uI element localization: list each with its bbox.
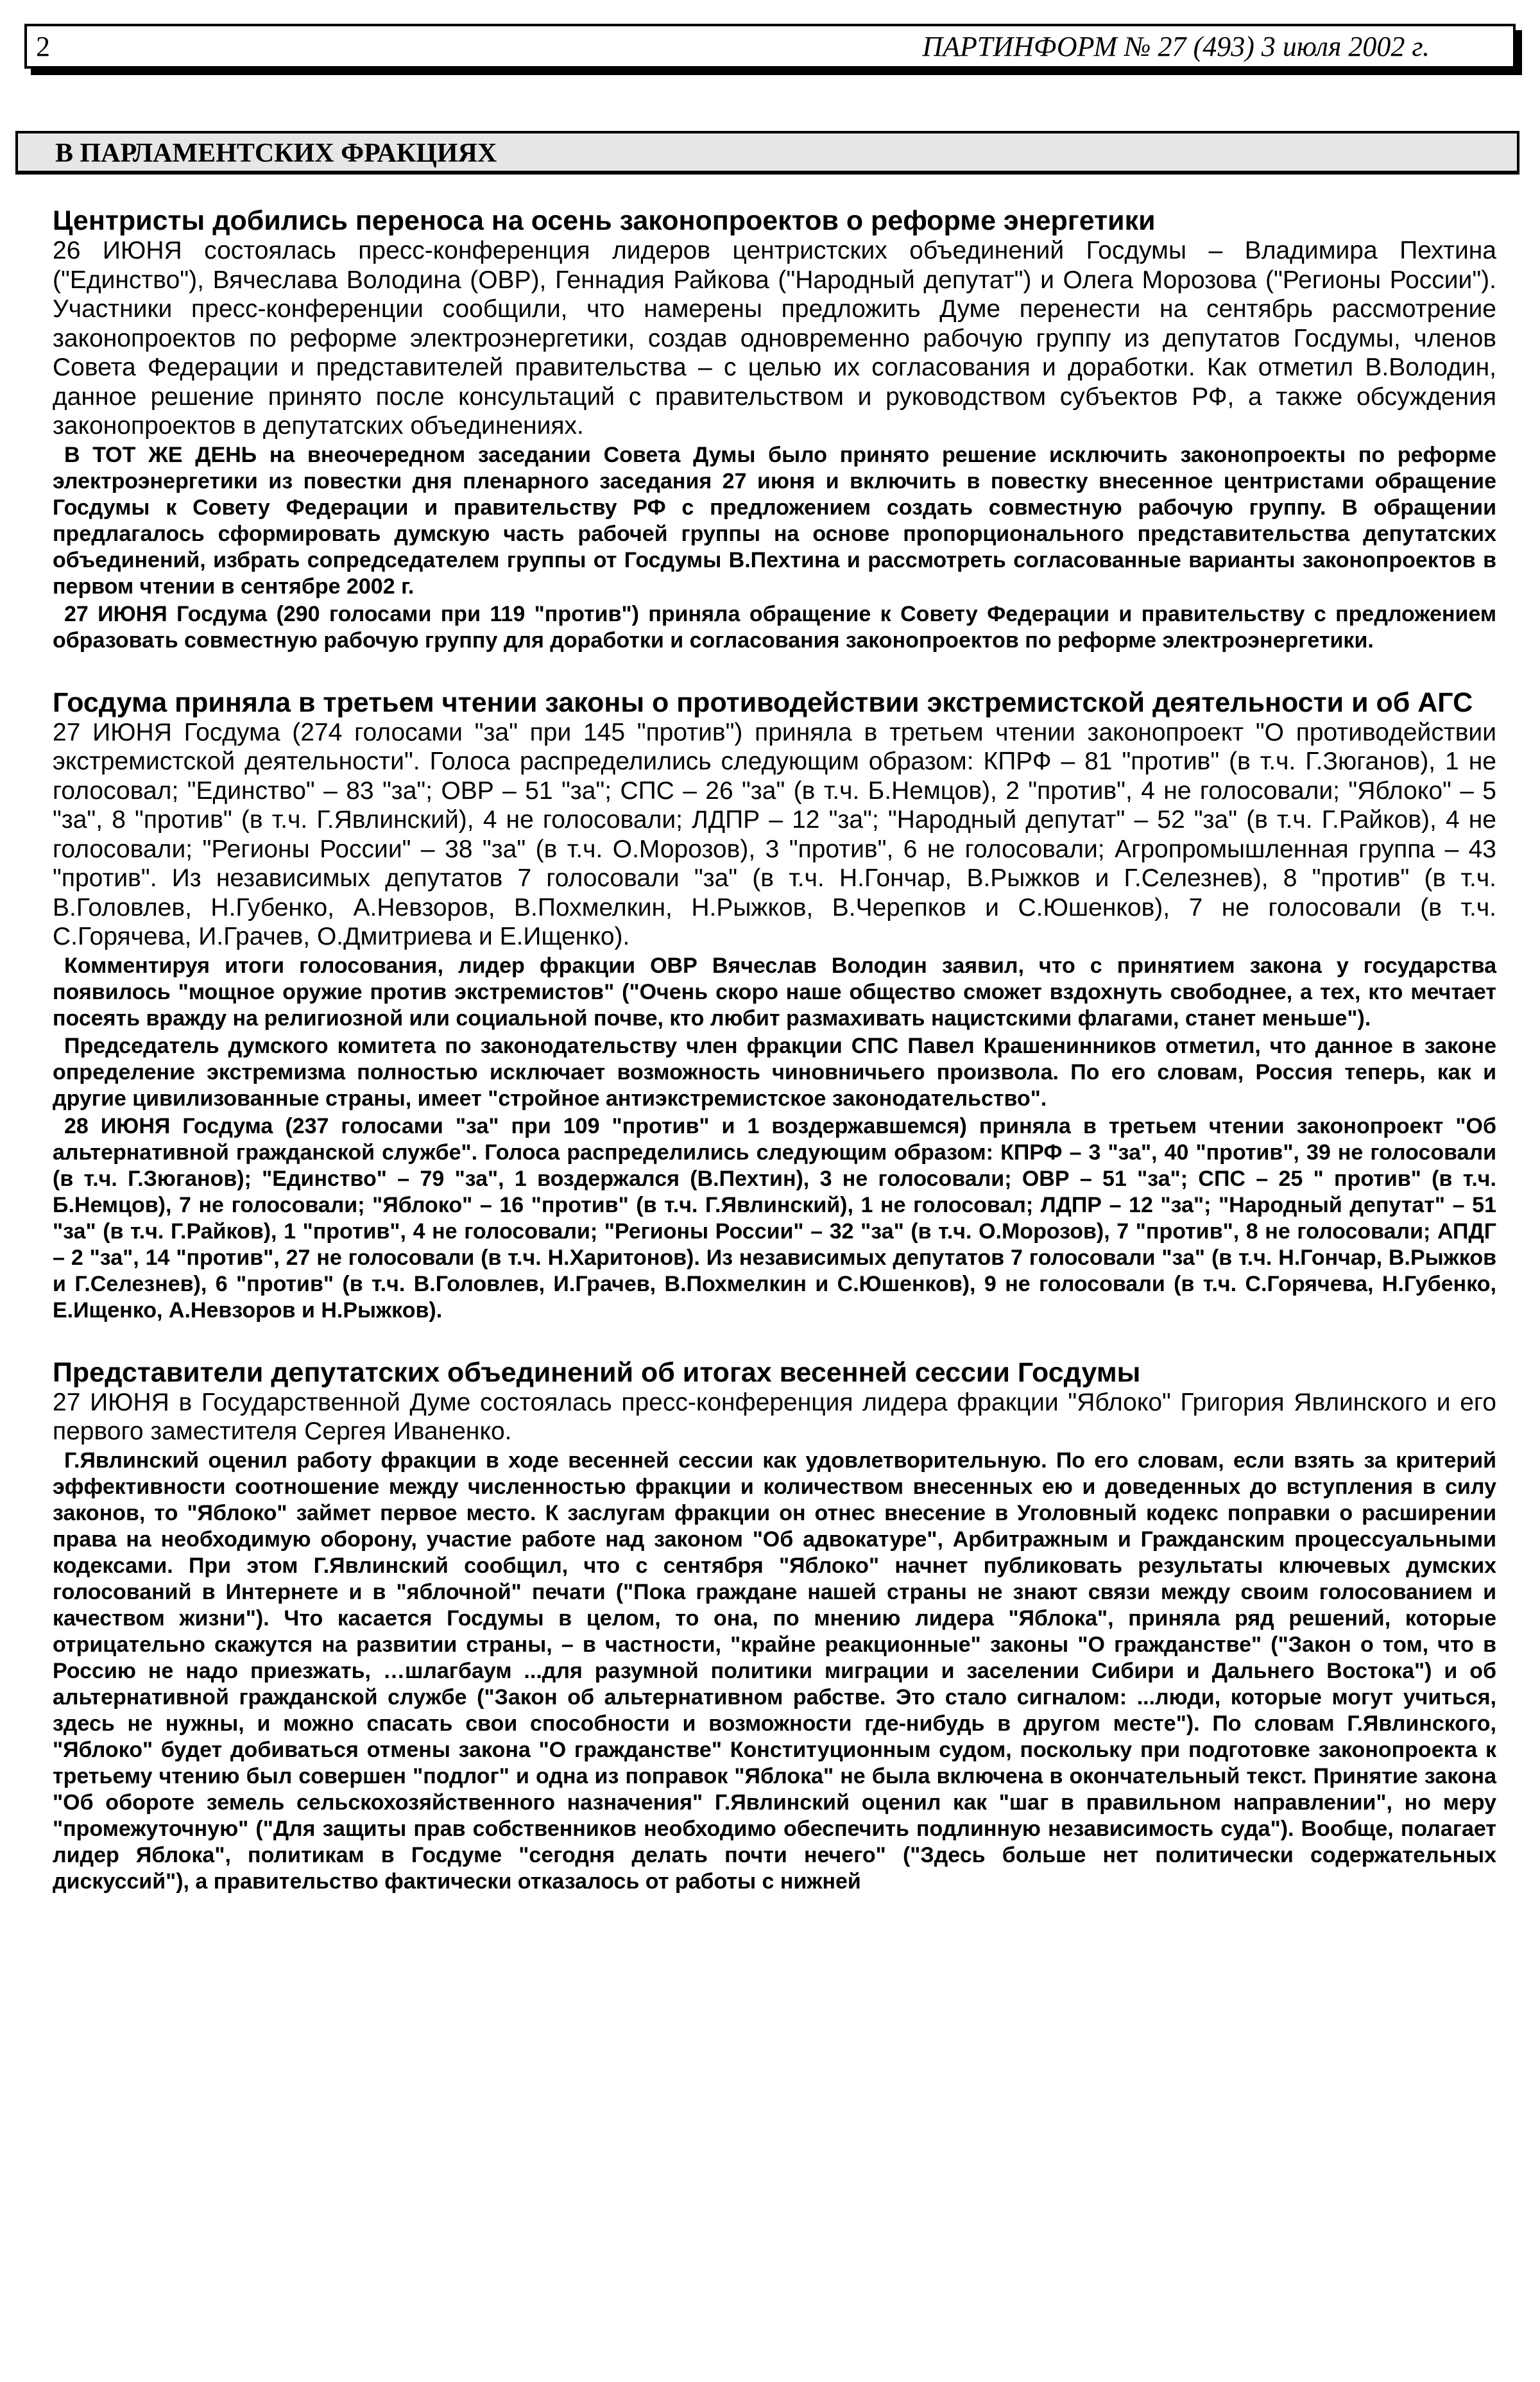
article-paragraph: 27 ИЮНЯ Госдума (290 голосами при 119 "против") приняла обращение к Совету Федерации и правительству с предложением образовать совместную рабочую группу для доработки и согласования законопроектов по реформе электроэнергетики. bbox=[53, 601, 1496, 653]
article-paragraph: 27 ИЮНЯ Госдума (274 голосами "за" при 145 "против") приняла в третьем чтении законопроект "О противодействии экстремистской деятельности". Голоса распределились следующим образом: КПРФ – 81 "против" (в т.ч. Г.Зюганов), 1 не голосовал; "Единство" – 83 "за"; ОВР – 51 "за"; СПС – 26 "за" (в т.ч. Б.Немцов), 2 "против", 4 не голосовали; "Яблоко" – 5 "за", 8 "против" (в т.ч. Г.Явлинский), 4 не голосовали; ЛДПР – 12 "за"; "Народный депутат" – 52 "за" (в т.ч. Г.Райков), 4 не голосовали; "Регионы России" – 38 "за" (в т.ч. О.Морозов), 3 "против", 6 не голосовали; Агропромышленная группа – 43 "против". Из независимых депутатов 7 голосовали "за" (в т.ч. Н.Гончар, В.Рыжков и Г.Селезнев), 8 "против" (в т.ч. В.Головлев, Н.Губенко, А.Невзоров, В.Похмелкин, Н.Рыжков, В.Черепков и С.Юшенков), 7 не голосовали (в т.ч. С.Горячева, И.Грачев, О.Дмитриева и Е.Ищенко). bbox=[53, 718, 1496, 950]
article-paragraph: В ТОТ ЖЕ ДЕНЬ на внеочередном заседании Совета Думы было принято решение исключить законопроекты по реформе электроэнергетики из повестки дня пленарного заседания 27 июня и включить в повестку внесенное центристами обращение Госдумы к Совету Федерации и правительству РФ с предложением создать совместную рабочую группу. В обращении предлагалось сформировать думскую часть рабочей группы на основе пропорционального представительства депутатских объединений, избрать сопредседателем группы от Госдумы В.Пехтина и рассмотреть согласованные варианты законопроектов в первом чтении в сентябре 2002 г. bbox=[53, 442, 1496, 599]
article-list bbox=[53, 205, 1496, 1928]
article-paragraph: 27 ИЮНЯ в Государственной Думе состоялась пресс-конференция лидера фракции "Яблоко" Григория Явлинского и его первого заместителя Сергея Иваненко. bbox=[53, 1388, 1496, 1445]
article-title: Центристы добились переноса на осень законопроектов о реформе энергетики bbox=[53, 205, 1156, 236]
article bbox=[53, 687, 1496, 1324]
article-paragraph: Г.Явлинский оценил работу фракции в ходе весенней сессии как удовлетворительную. По его словам, если взять за критерий эффективности соотношение между численностью фракции и количеством внесенных ею и доведенных до вступления в силу законов, то "Яблоко" займет первое место. К заслугам фракции он отнес внесение в Уголовный кодекс поправки о расширении права на необходимую оборону, участие работе над законом "Об адвокатуре", Арбитражным и Гражданским процессуальными кодексами. При этом Г.Явлинский сообщил, что с сентября "Яблоко" начнет публиковать результаты ключевых думских голосований в Интернете и в "яблочной" печати ("Пока граждане нашей страны не знают связи между своим голосованием и качеством жизни"). Что касается Госдумы в целом, то она, по мнению лидера "Яблока", приняла ряд решений, которые отрицательно скажутся на развитии страны, – в частности, "крайне реакционные" законы "О гражданстве" ("Закон о том, что в Россию не надо приезжать, …шлагбаум ...для разумной политики миграции и заселении Сибири и Дальнего Востока") и об альтернативной гражданской службе ("Закон об альтернативном рабстве. Это стало сигналом: ...люди, которые могут учиться, здесь не нужны, и можно спасать свои способности и возможности где-нибудь в другом месте"). По словам Г.Явлинского, "Яблоко" будет добиваться отмены закона "О гражданстве" Конституционным судом, поскольку при подготовке законопроекта к третьему чтению был совершен "подлог" и одна из поправок "Яблока" не была включена в окончательный текст. Принятие закона "Об обороте земель сельскохозяйственного назначения" Г.Явлинский оценил как "шаг в правильном направлении", но меру "промежуточную" ("Для защиты прав собственников необходимо обеспечить подлинную независимость суда"). Вообще, полагает лидер Яблока", политикам в Госдуме "сегодня делать почти нечего" ("Здесь больше нет политически содержательных дискуссий"), а правительство фактически отказалось от работы с нижней bbox=[53, 1448, 1496, 1894]
page-header bbox=[24, 24, 1516, 69]
article-title: Представители депутатских объединений об итогах весенней сессии Госдумы bbox=[53, 1357, 1141, 1388]
article-paragraph: Председатель думского комитета по законодательству член фракции СПС Павел Крашенинников отметил, что данное в законе определение экстремизма полностью исключает возможность чиновничьего произвола. По его словам, Россия теперь, как и другие цивилизованные страны, имеет "стройное антиэкстремистское законодательство". bbox=[53, 1033, 1496, 1111]
article bbox=[53, 205, 1496, 654]
section-header bbox=[15, 131, 1519, 175]
section-title: В ПАРЛАМЕНТСКИХ ФРАКЦИЯХ bbox=[55, 139, 497, 168]
page-number: 2 bbox=[36, 31, 50, 62]
publication-title: ПАРТИНФОРМ № 27 (493) 3 июля 2002 г. bbox=[922, 31, 1430, 62]
article-paragraph: 28 ИЮНЯ Госдума (237 голосами "за" при 109 "против" и 1 воздержавшемся) приняла в третьем чтении законопроект "Об альтернативной гражданской службе". Голоса распределились следующим образом: КПРФ – 3 "за", 40 "против", 39 не голосовали (в т.ч. Г.Зюганов); "Единство" – 79 "за", 1 воздержался (В.Пехтин), 3 не голосовали; ОВР – 51 "за"; СПС – 25 " против" (в т.ч. Б.Немцов), 7 не голосовали; "Яблоко" – 16 "против" (в т.ч. Г.Явлинский), 1 не голосовал; ЛДПР – 12 "за"; "Народный депутат" – 51 "за" (в т.ч. Г.Райков), 1 "против", 4 не голосовали; "Регионы России" – 32 "за" (в т.ч. О.Морозов), 7 "против", 8 не голосовали; АПДГ – 2 "за", 14 "против", 27 не голосовали (в т.ч. Н.Харитонов). Из независимых депутатов 7 голосовали "за" (в т.ч. Н.Гончар, В.Рыжков и Г.Селезнев), 6 "против" (в т.ч. В.Головлев, И.Грачев, В.Похмелкин и С.Юшенков), 9 не голосовали (в т.ч. С.Горячева, Н.Губенко, Е.Ищенко, А.Невзоров и Н.Рыжков). bbox=[53, 1113, 1496, 1323]
article-paragraph: 26 ИЮНЯ состоялась пресс-конференция лидеров центристских объединений Госдумы – Владимира Пехтина ("Единство"), Вячеслава Володина (ОВР), Геннадия Райкова ("Народный депутат") и Олега Морозова ("Регионы России"). Участники пресс-конференции сообщили, что намерены предложить Думе перенести на сентябрь рассмотрение законопроектов по реформе электроэнергетики, создав одновременно рабочую группу из депутатов Госдумы, членов Совета Федерации и представителей правительства – с целью их согласования и доработки. Как отметил В.Володин, данное решение принято после консультаций с правительством и руководством субъектов РФ, а также обсуждения законопроектов в депутатских объединениях. bbox=[53, 237, 1496, 440]
article-paragraph: Комментируя итоги голосования, лидер фракции ОВР Вячеслав Володин заявил, что с принятием закона у государства появилось "мощное оружие против экстремистов" ("Очень скоро наше общество сможет вздохнуть свободнее, а тех, кто мечтает посеять вражду на религиозной или социальной почве, кто любит размахивать нацистскими флагами, станет меньше"). bbox=[53, 953, 1496, 1031]
article bbox=[53, 1357, 1496, 1895]
article-title: Госдума приняла в третьем чтении законы о противодействии экстремистской деятельности и об АГС bbox=[53, 687, 1473, 718]
